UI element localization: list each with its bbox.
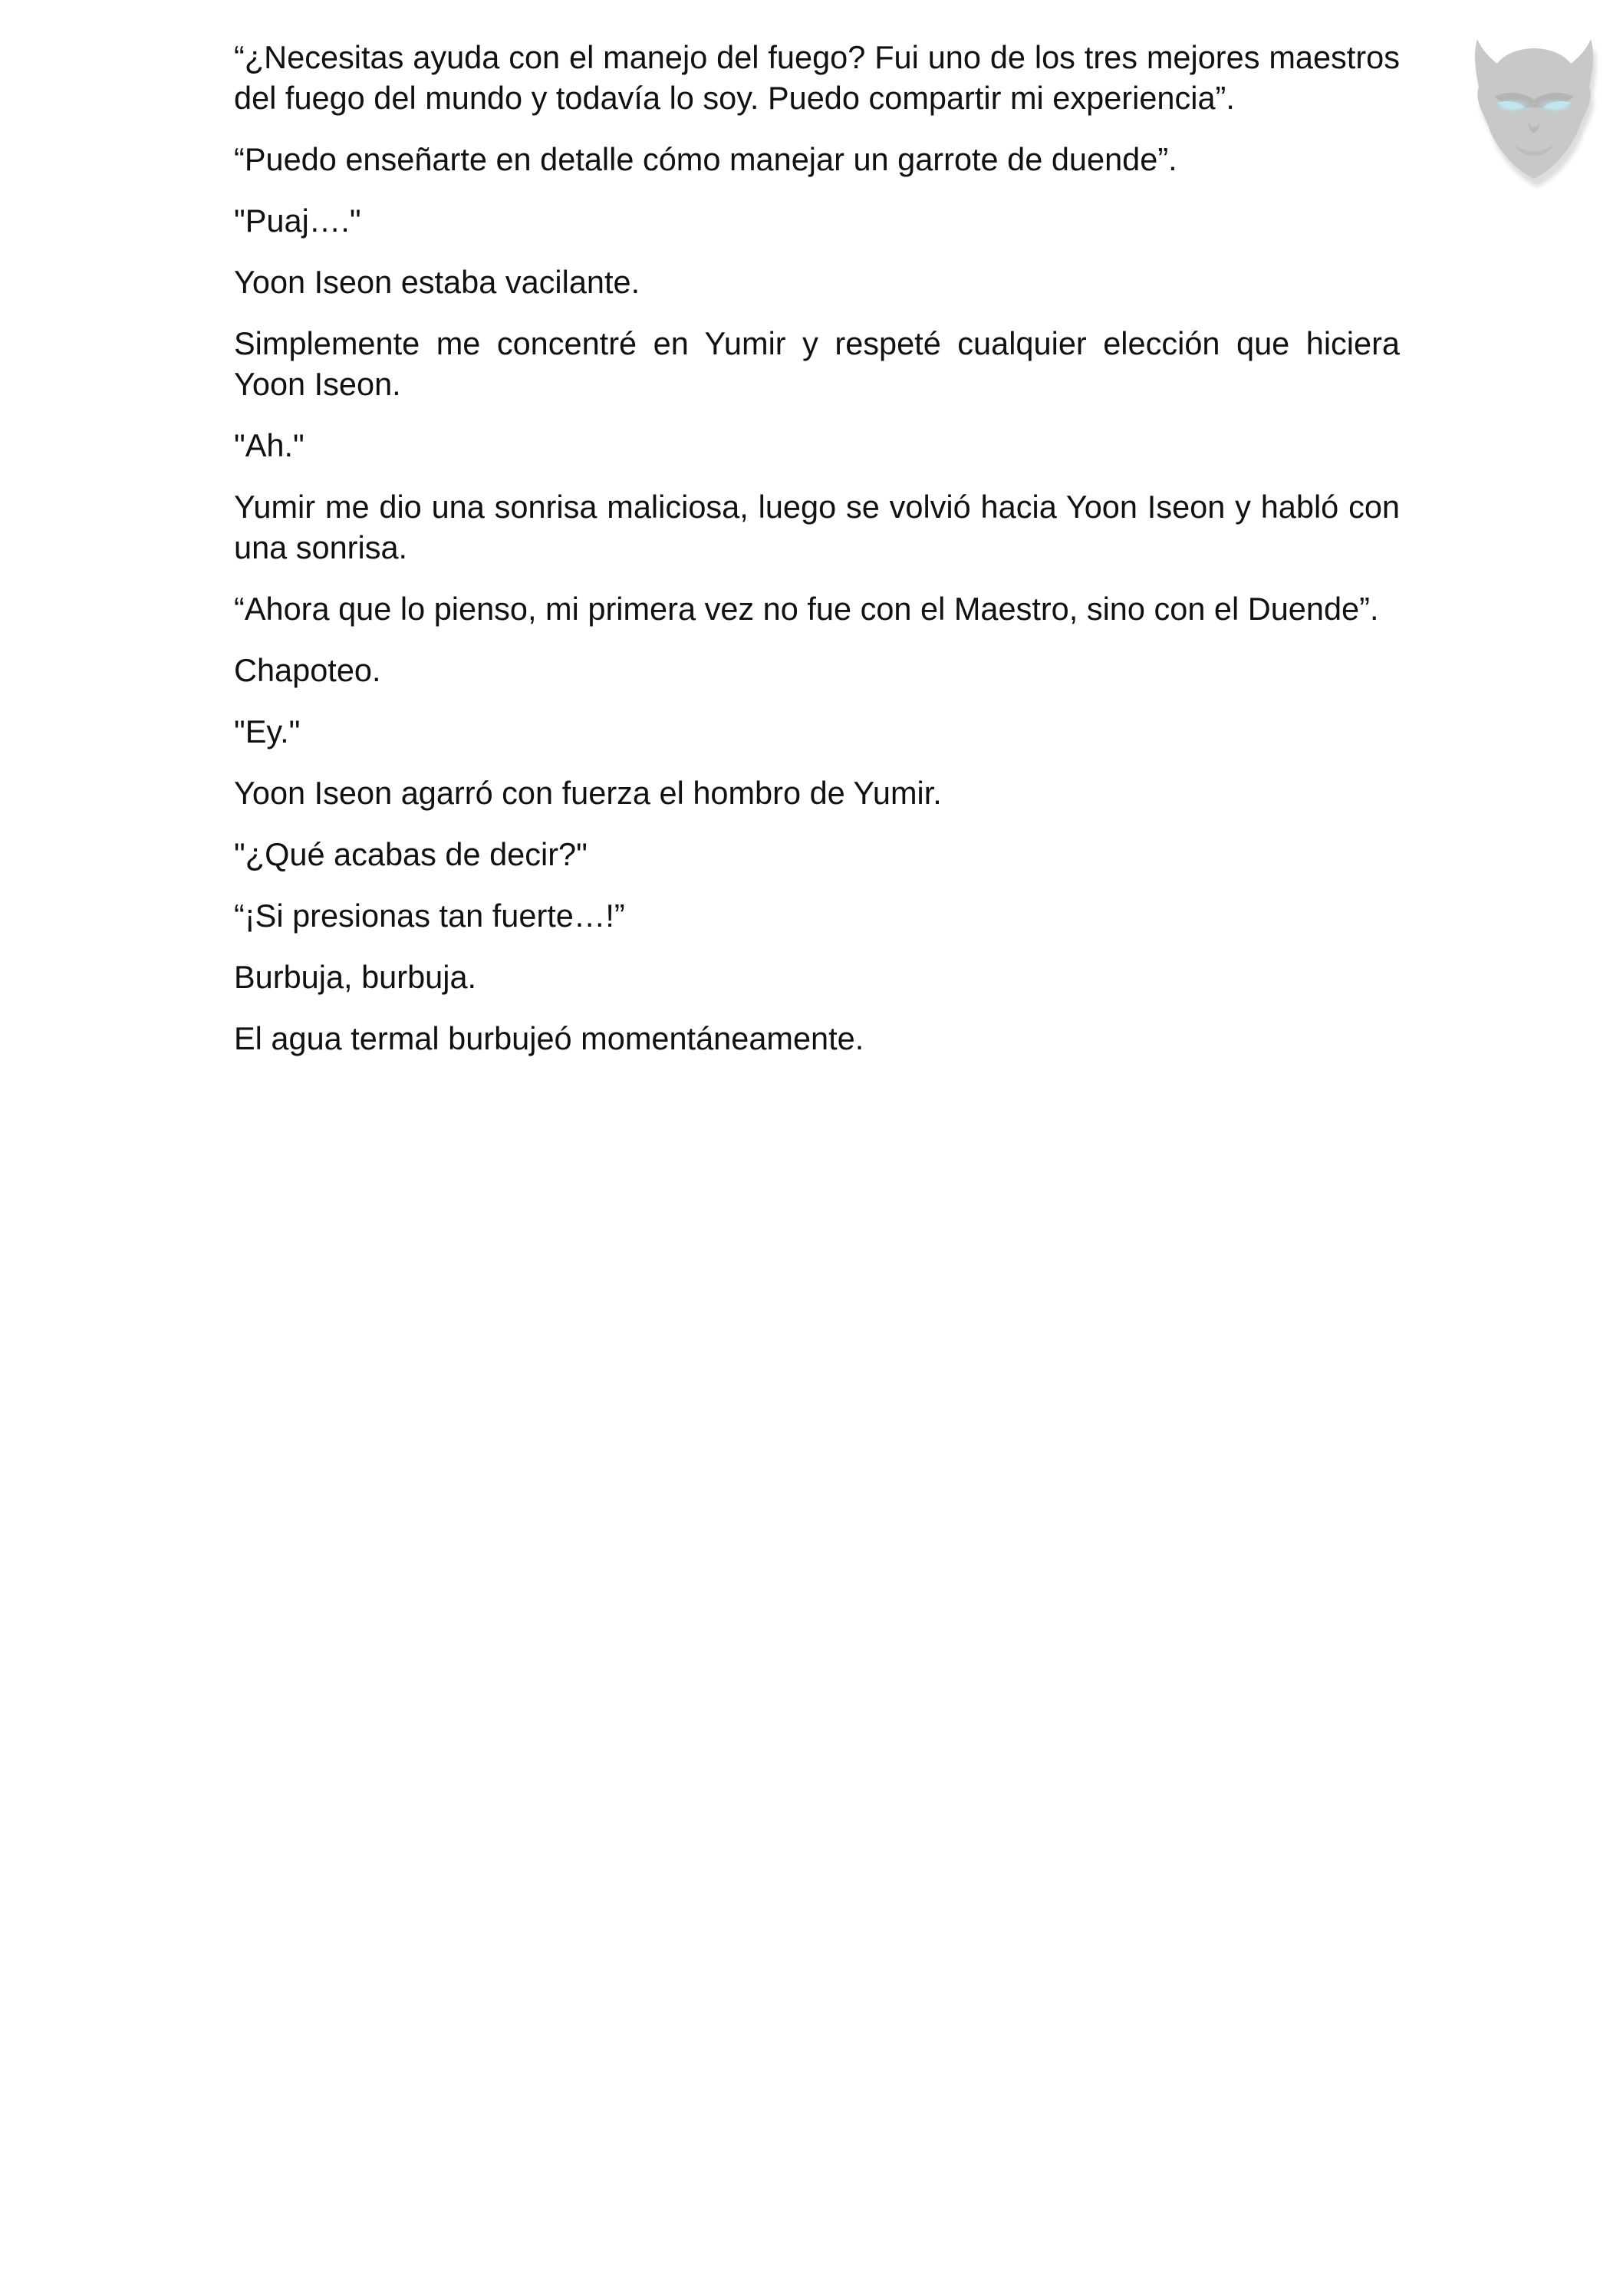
paragraph-10: "Ey." (234, 713, 301, 749)
paragraph-15: El agua termal burbujeó momentáneamente. (234, 1020, 864, 1056)
paragraph-8: “Ahora que lo pienso, mi primera vez no fue con el Maestro, sino con el Duende”. (234, 591, 1379, 627)
paragraph-14: Burbuja, burbuja. (234, 959, 477, 995)
paragraph-3: "Puaj…." (234, 203, 361, 239)
paragraph-11: Yoon Iseon agarró con fuerza el hombro de Yumir. (234, 775, 942, 811)
text-body (234, 37, 1400, 1079)
paragraph-6: "Ah." (234, 427, 305, 463)
demon-head-icon (1457, 14, 1611, 190)
paragraph-7: Yumir me dio una sonrisa maliciosa, luego se volvió hacia Yoon Iseon y habló con una sonrisa. (234, 489, 1400, 565)
paragraph-12: "¿Qué acabas de decir?" (234, 836, 588, 872)
paragraph-13: “¡Si presionas tan fuerte…!” (234, 898, 625, 934)
paragraph-9: Chapoteo. (234, 652, 381, 688)
paragraph-4: Yoon Iseon estaba vacilante. (234, 264, 640, 300)
paragraph-1: “¿Necesitas ayuda con el manejo del fuego? Fui uno de los tres mejores maestros del fuego del mundo y todavía lo soy. Puedo compartir mi experiencia”. (234, 39, 1400, 116)
paragraph-2: “Puedo enseñarte en detalle cómo manejar un garrote de duende”. (234, 141, 1177, 177)
paragraph-5: Simplemente me concentré en Yumir y respeté cualquier elección que hiciera Yoon Iseon. (234, 325, 1400, 402)
